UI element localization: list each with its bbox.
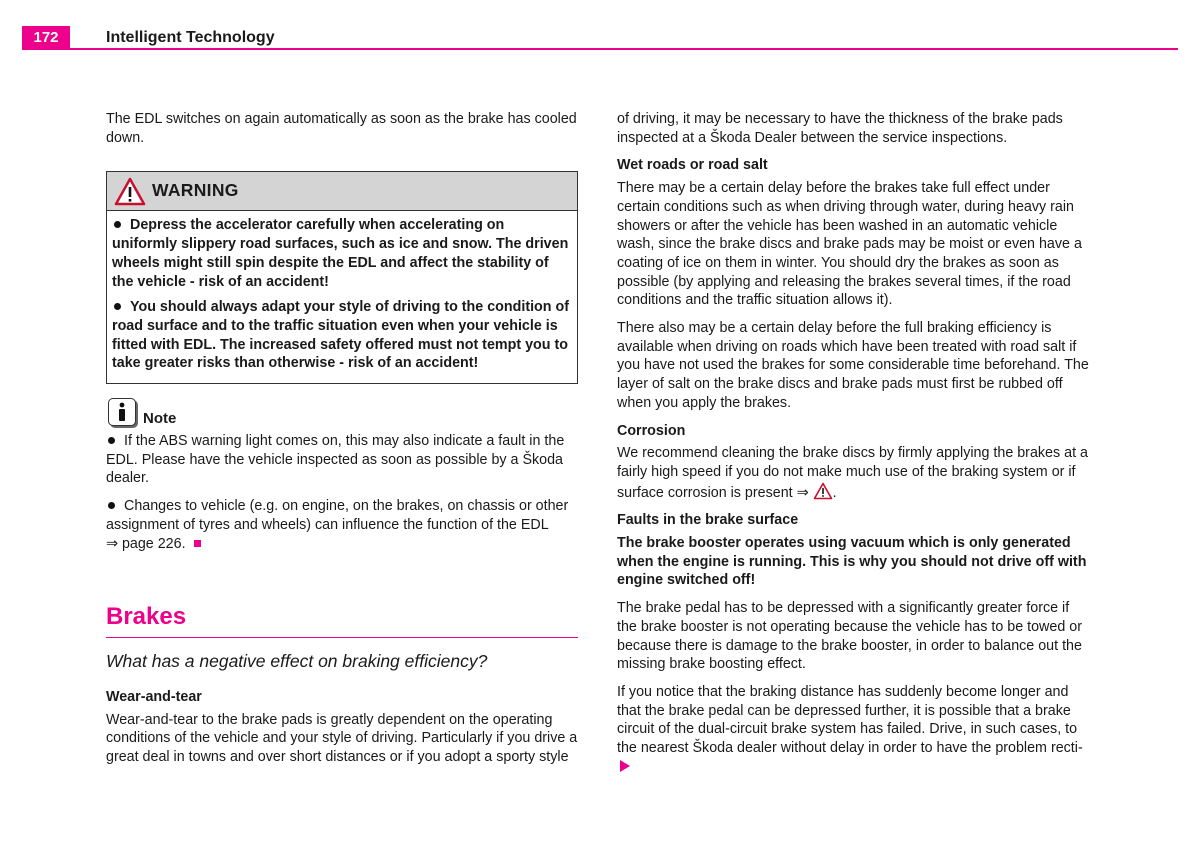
page-reference-link[interactable]: ⇒ page 226. [106,535,186,552]
section-subtitle: What has a negative effect on braking efficiency? [106,651,488,672]
warning-body [107,211,577,383]
warning-header [107,172,577,211]
wear-continued-paragraph: of driving, it may be necessary to have the thickness of the brake pads inspected at a Škoda Dealer between the service inspections. [617,111,1063,146]
bullet-icon [114,303,121,310]
corrosion-heading: Corrosion [617,422,686,439]
header-rule [22,48,1178,50]
section-title: Brakes [106,603,187,631]
faults-paragraph-1: The brake pedal has to be depressed with a significantly greater force if the brake booster is not operating because the vehicle has to be towed or because there is damage to the brake booster, in order to balance out the missing brake boosting effect. [617,600,1082,673]
section-end-marker [194,540,201,547]
wet-roads-paragraph-2: There also may be a certain delay before the full braking efficiency is available when driving on roads which have been treated with road salt if you have not used the brakes for some considerable time beforehand. The layer of salt on the brake discs and brake pads must first be rubbed off when you apply the brakes. [617,320,1089,411]
note-header [106,398,578,432]
note-label: Note [143,410,177,428]
faults-paragraph-2 [617,683,1089,777]
wet-roads-heading: Wet roads or road salt [617,157,768,174]
page-header [22,26,1178,50]
bullet-icon [108,502,115,509]
warning-item [112,216,571,291]
continue-arrow-icon [619,759,631,773]
wear-paragraph: Wear-and-tear to the brake pads is greatly dependent on the operating conditions of the vehicle and your style of driving. Particularly if you drive a great deal in towns and over short distances or if you adopt a sporty style [106,711,578,766]
wear-heading: Wear-and-tear [106,688,202,705]
page-number: 172 [22,26,70,48]
warning-item [112,298,571,373]
warning-item-text: You should always adapt your style of driving to the condition of road surface and to the traffic situation even when your vehicle is fitted with EDL. The increased safety offered must not tempt you to take greater risks than otherwise - risk of an accident! [112,299,569,372]
warning-reference-icon[interactable] [813,482,833,500]
section-rule [106,637,578,638]
intro-paragraph: The EDL switches on again automatically as soon as the brake has cooled down. [106,111,577,146]
wet-roads-paragraph-1: There may be a certain delay before the brakes take full effect under certain conditions such as when driving through water, during heavy rain showers or after the vehicle has been washed in an automatic vehicle wash, since the brake discs and brake pads may be moist or even have a coating of ice on them in winter. You should dry the brakes as soon as possible (by applying and releasing the brakes several times, if the road conditions and the traffic situation allows it). [617,180,1082,309]
note-item [106,432,578,488]
warning-label: WARNING [152,180,239,201]
note-item-text: Changes to vehicle (e.g. on engine, on the brakes, on chassis or other assignment of tyres and wheels) can influence the function of the EDL [106,498,569,533]
corrosion-paragraph: We recommend cleaning the brake discs by firmly applying the brakes at a fairly high speed if you do not make much use of the braking system or if surface corrosion is present ⇒ . [617,445,1088,501]
bullet-icon [114,221,121,228]
right-column [617,110,1089,786]
note-item-text: If the ABS warning light comes on, this may also indicate a fault in the EDL. Please have the vehicle inspected as soon as possible by a Škoda dealer. [106,433,565,487]
warning-box [106,171,578,384]
warning-item-text: Depress the accelerator carefully when accelerating on uniformly slippery road surfaces, such as ice and snow. The driven wheels might still spin despite the EDL and affect the stability of the vehicle - risk of an accident! [112,217,569,290]
faults-paragraph-2-text: If you notice that the braking distance has suddenly become longer and that the brake pedal can be depressed further, it is possible that a brake circuit of the dual-circuit brake system has failed. Drive, in such cases, to the nearest Škoda dealer without delay in order to have the problem recti- [617,683,1083,757]
left-column [106,110,578,776]
warning-triangle-icon [114,177,146,206]
note-item [106,497,578,553]
corrosion-text: We recommend cleaning the brake discs by firmly applying the brakes at a fairly high speed if you do not make much use of the braking system or if surface corrosion is present ⇒ [617,445,1088,501]
faults-bold-paragraph: The brake booster operates using vacuum which is only generated when the engine is running. This is why you should not drive off with engine switched off! [617,535,1087,589]
info-icon [108,398,136,426]
bullet-icon [108,437,115,444]
faults-heading: Faults in the brake surface [617,512,799,529]
chapter-title: Intelligent Technology [106,29,275,46]
